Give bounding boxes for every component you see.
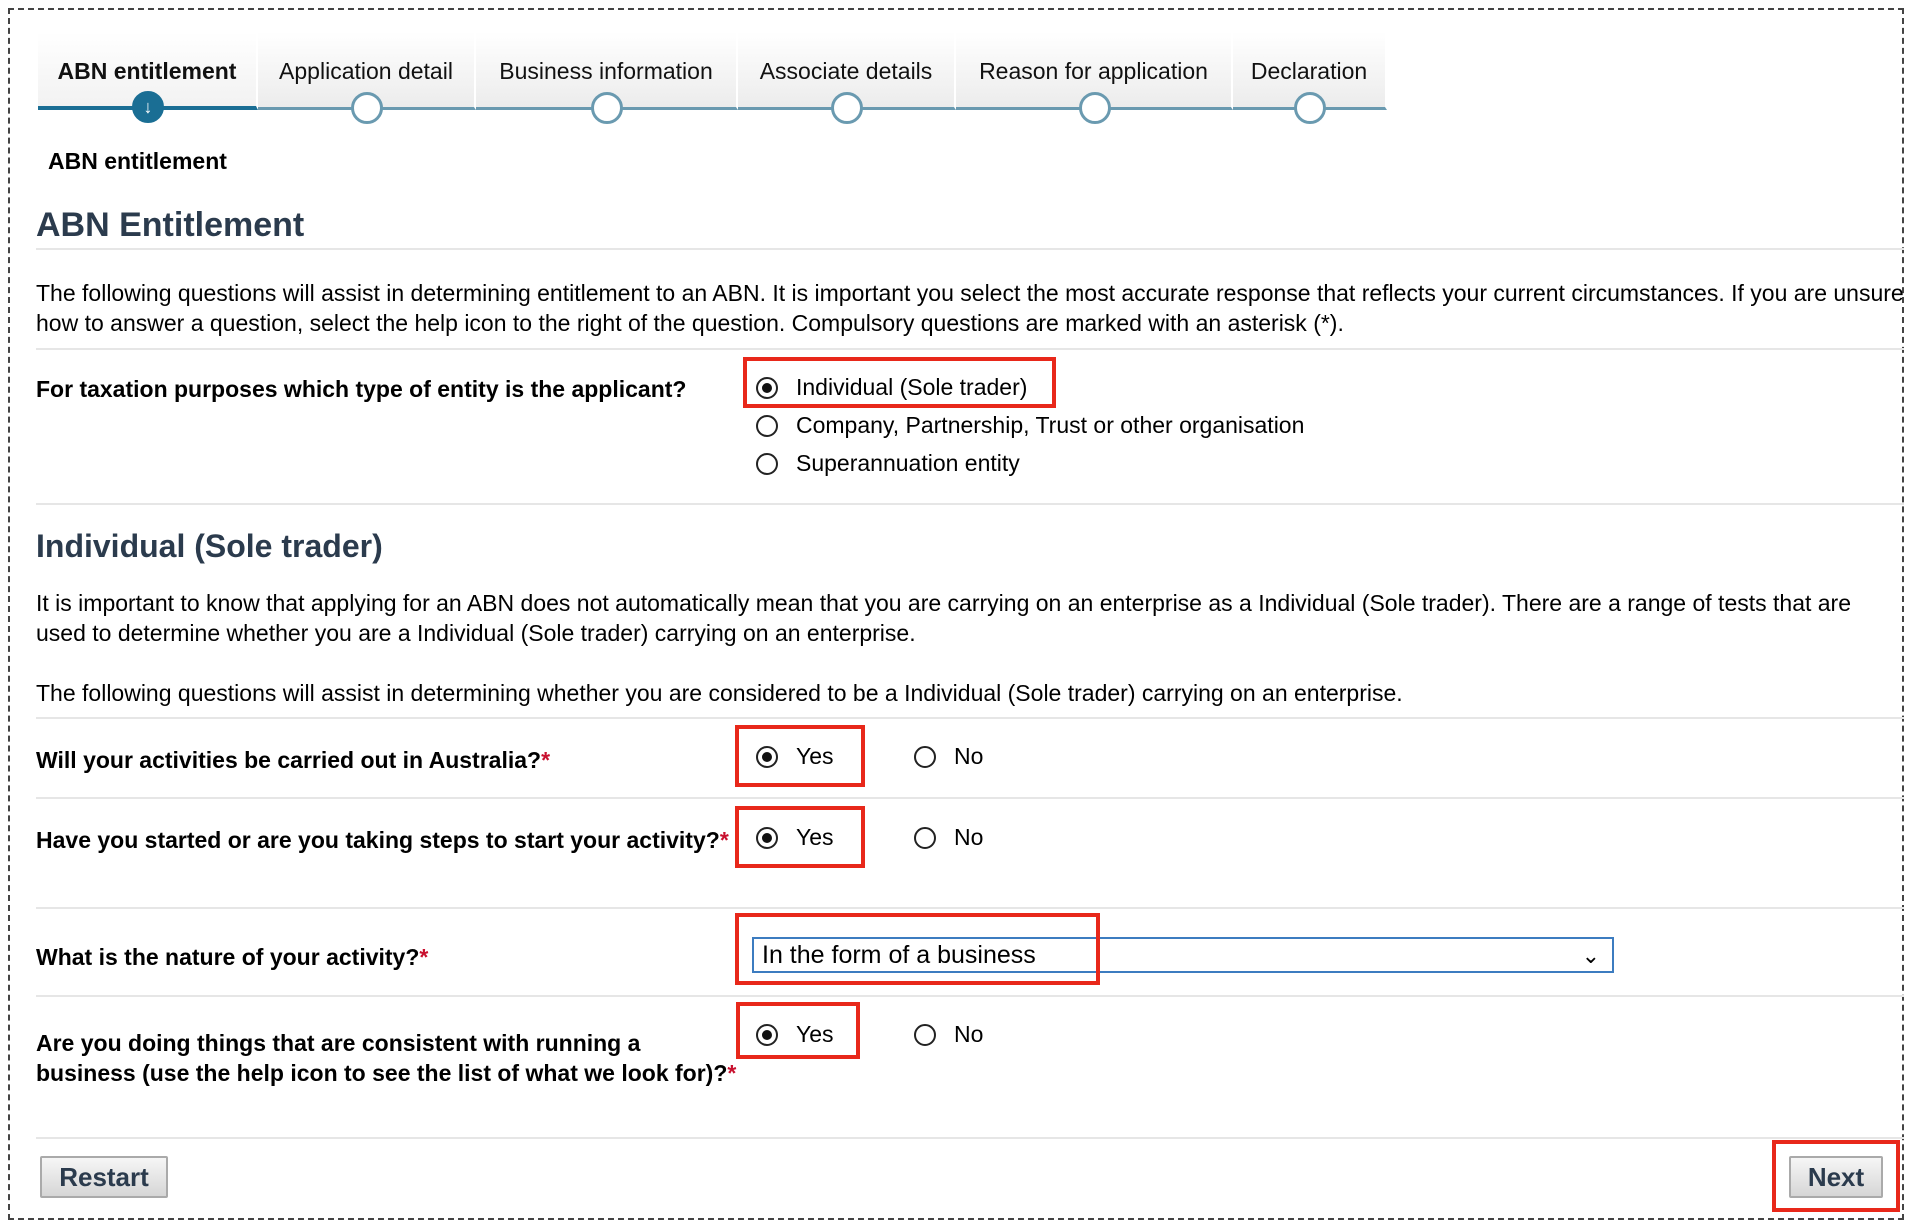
- highlight-box: [735, 913, 1100, 985]
- step-circle-icon: [831, 92, 863, 124]
- option-label: Yes: [796, 743, 834, 769]
- highlight-box: [743, 357, 1056, 408]
- entity-option-company[interactable]: [756, 412, 1304, 439]
- page-frame: [8, 8, 1904, 1220]
- intro-text: The following questions will assist in determining entitlement to an ABN. It is important you select the most accurate response that reflects your current circumstances. If you are unsure how to answer a question, select the help icon to the right of the question. Compulsory questions are marked with an asterisk (*).: [36, 280, 1904, 336]
- highlight-box: [736, 1002, 860, 1059]
- divider: [36, 248, 1904, 250]
- divider: [36, 503, 1904, 505]
- question-text: Have you started or are you taking steps to start your activity?: [36, 827, 720, 853]
- tab-label: Associate details: [759, 58, 933, 84]
- section-heading-abn: ABN Entitlement: [36, 206, 305, 244]
- tab-business-information[interactable]: [476, 32, 738, 110]
- question-consistent: [36, 1028, 746, 1088]
- highlight-box: [1772, 1140, 1900, 1212]
- tab-label: ABN entitlement: [57, 58, 237, 84]
- divider: [36, 717, 1904, 719]
- tab-associate-details[interactable]: [738, 32, 956, 110]
- step-circle-icon: [591, 92, 623, 124]
- progress-tabs: [38, 32, 1387, 117]
- select-value: In the form of a business: [762, 941, 1036, 969]
- chevron-down-icon: ⌄: [1581, 943, 1600, 968]
- individual-questions-intro: The following questions will assist in determining whether you are considered to be a Individual (Sole trader) carrying on an enterprise.: [36, 680, 1403, 706]
- divider: [36, 907, 1904, 909]
- tab-abn-entitlement[interactable]: [38, 32, 258, 117]
- question-started: [36, 825, 736, 855]
- entity-question: For taxation purposes which type of entity is the applicant?: [36, 376, 687, 402]
- highlight-box: [735, 806, 865, 868]
- tab-application-detail[interactable]: [258, 32, 476, 110]
- option-label: Yes: [796, 824, 834, 850]
- question-text: What is the nature of your activity?: [36, 944, 420, 970]
- option-label: No: [954, 743, 984, 769]
- tab-declaration[interactable]: [1233, 32, 1387, 110]
- required-marker: *: [727, 1060, 737, 1086]
- divider: [36, 1137, 1904, 1139]
- required-marker: *: [719, 827, 729, 853]
- option-label: No: [954, 1021, 984, 1047]
- option-label: Individual (Sole trader): [796, 374, 1028, 400]
- restart-button[interactable]: Restart: [40, 1156, 168, 1198]
- next-button[interactable]: Next: [1789, 1156, 1883, 1198]
- option-label: Yes: [796, 1021, 834, 1047]
- radio-icon[interactable]: [756, 453, 778, 475]
- question-text: Are you doing things that are consistent with running a business (use the help icon to see the list of what we look for)?: [36, 1030, 728, 1086]
- highlight-box: [735, 725, 865, 787]
- question-australia: [36, 745, 550, 775]
- started-no-option[interactable]: [914, 824, 983, 851]
- current-step-arrow-icon: ↓: [132, 91, 164, 123]
- divider: [36, 995, 1904, 997]
- radio-icon[interactable]: [914, 746, 936, 768]
- tab-label: Business information: [499, 58, 713, 84]
- step-title: ABN entitlement: [48, 148, 227, 174]
- tab-label: Reason for application: [979, 58, 1208, 84]
- step-circle-icon: [1079, 92, 1111, 124]
- step-circle-icon: [351, 92, 383, 124]
- required-marker: *: [541, 747, 551, 773]
- consistent-no-option[interactable]: [914, 1021, 983, 1048]
- option-label: Superannuation entity: [796, 450, 1020, 476]
- individual-info-text: It is important to know that applying for an ABN does not automatically mean that you are carrying on an enterprise as a Individual (Sole trader). There are a range of tests that are used to determine whether you are a Individual (Sole trader) carrying on an enterprise.: [36, 590, 1852, 646]
- tab-reason-for-application[interactable]: [956, 32, 1233, 110]
- required-marker: *: [419, 944, 429, 970]
- question-text: Will your activities be carried out in Australia?: [36, 747, 542, 773]
- australia-no-option[interactable]: [914, 743, 983, 770]
- option-label: No: [954, 824, 984, 850]
- option-label: Company, Partnership, Trust or other organisation: [796, 412, 1305, 438]
- section-heading-individual: Individual (Sole trader): [36, 528, 383, 564]
- radio-icon[interactable]: [756, 415, 778, 437]
- step-circle-icon: [1294, 92, 1326, 124]
- tab-label: Application detail: [279, 58, 453, 84]
- tab-label: Declaration: [1250, 58, 1368, 84]
- entity-option-super[interactable]: [756, 450, 1020, 477]
- radio-icon[interactable]: [914, 827, 936, 849]
- divider: [36, 797, 1904, 799]
- radio-icon[interactable]: [914, 1024, 936, 1046]
- question-nature: [36, 942, 428, 972]
- divider: [36, 348, 1904, 350]
